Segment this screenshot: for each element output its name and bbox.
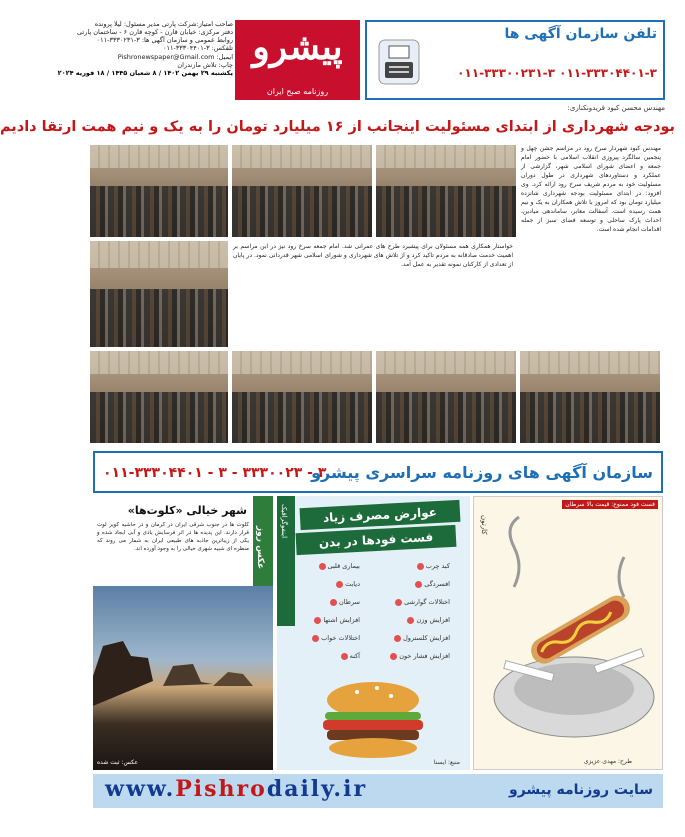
ad-banner-title: سازمان آگهی های روزنامه سراسری پیشرو <box>311 463 653 482</box>
effect-item: سرطان <box>330 598 360 606</box>
logo-subtitle: روزنامه صبح ایران <box>266 87 329 96</box>
photo-of-day-strip: عکس روز <box>253 496 273 770</box>
fax-icon <box>375 36 423 88</box>
website-label: سایت روزنامه پیشرو <box>509 782 653 798</box>
infographic-title-2: فست فودها در بدن <box>296 525 457 555</box>
logo-text: پیشرو <box>252 26 343 68</box>
article-photo <box>519 350 661 444</box>
article-photo <box>231 350 373 444</box>
effect-item: اختلالات خواب <box>312 634 360 642</box>
article-text-right: مهندس کبود شهردار سرخ رود در مراسم جشن چهل و پنجمین سالگرد پیروزی انقلاب اسلامی با حضور امام جمعه و اعضای شورای اسلامی شهر، گزارشی از عملکرد و دستاوردهای شهرداری در طول دوران مسئولیت خود به مردم شریف سرخ رود ارائه کرد. وی افزود: در ابتدای مسئولیت بودجه شهرداری شانزده میلیارد تومان بود که امروز با تلاش همکاران به یک و نیم همت رسیده است. آسفالت معابر، ساماندهی میادین، احداث پارک ساحلی و توسعه فضای سبز از جمله اقدامات انجام شده است. <box>521 145 661 233</box>
info-fax-line: تلفکس: ۳-۳۳۳۰۴۴۰۱-۰۱۱ <box>162 44 233 53</box>
effect-item: اختلالات گوارشی <box>395 598 450 606</box>
logo <box>235 20 360 100</box>
ad-phone-numbers: ۰۱۱-۳۳۳۰۰۲۳۱-۳ ۰۱۱-۳۳۳۰۴۴۰۱-۳ <box>457 66 657 80</box>
article-photo <box>89 144 229 238</box>
effect-item: افزایش وزن <box>407 616 450 624</box>
article-byline: مهندس محسن کبود فریدونکناری: <box>567 104 665 112</box>
effect-item: کبد چرب <box>417 562 450 570</box>
effect-item: افسردگی <box>415 580 450 588</box>
effect-item: بیماری قلبی <box>319 562 360 570</box>
burger-illustration <box>317 678 429 762</box>
effect-item: افزایش فشار خون <box>390 652 450 660</box>
photo-of-day-panel <box>93 496 273 770</box>
cartoon-panel <box>473 496 663 770</box>
photo-of-day-text: کلوت ها در جنوب شرقی ایران در کرمان و در حاشیه کویر لوت قرار دارند. این پدیده ها در اثر فرسایش بادی و آبی ایجاد شده و یکی از زیباترین جاذبه های طبیعی ایران به شمار می روند که منظره ای شبیه شهری خیالی را به وجود آورده اند. <box>97 522 249 552</box>
info-printing: چاپ: تلاش مازندران <box>177 60 233 69</box>
hotdog-cigarette-cartoon <box>484 517 654 757</box>
article-text-left: خواستار همکاری همه مسئولان برای پیشبرد طرح های عمرانی شد. امام جمعه سرخ رود نیز در این مراسم بر اهمیت خدمت صادقانه به مردم تاکید کرد و از تلاش های شهرداری و شورای اسلامی شهر قدردانی نمود. در پایان از تعدادی از کارکنان نمونه تقدیر به عمل آمد. <box>233 243 513 268</box>
article-photo <box>89 350 229 444</box>
infographic-strip: اینفوگرافیک <box>277 496 295 626</box>
ad-banner <box>93 451 663 493</box>
effect-item: افزایش اشتها <box>314 616 360 624</box>
info-address: دفتر مرکزی: خیابان قارن - کوچه قارن ۶ - ساختمان پارتی <box>77 28 233 37</box>
article-photo <box>375 144 517 238</box>
infographic-title-1: عوارض مصرف زیاد <box>300 500 461 530</box>
article-photo <box>375 350 517 444</box>
article-photo <box>89 240 229 348</box>
footer-banner <box>93 774 663 808</box>
info-publisher: صاحب امتیاز:شرکت پارتی مدیر مسئول: لیلا پرونده <box>94 20 233 28</box>
ad-phone-title: تلفن سازمان آگهی ها <box>504 26 657 42</box>
effect-item: افزایش کلسترول <box>394 634 450 642</box>
effect-item: دیابت <box>336 580 360 588</box>
publication-info <box>57 20 233 100</box>
kaluts-photo <box>93 586 273 770</box>
infographic-credit: منبع: ایسنا <box>433 759 460 766</box>
article-headline: بودجه شهرداری از ابتدای مسئولیت اینجانب از ۱۶ میلیارد تومان را به یک و نیم همت ارتقا دادیم <box>0 119 675 135</box>
photo-of-day-title: شهر خیالی «کلوت‌ها» <box>127 504 247 517</box>
info-date: یکشنبه ۲۹ بهمن ۱۴۰۲ / ۸ شعبان ۱۴۴۵ / ۱۸ فوریه ۲۰۲۴ <box>57 68 233 77</box>
ad-banner-numbers: ۰۱۱-۳۳۳۰۴۴۰۱ - ۳ - ۳۳۳۰۰۲۳ - ۳ <box>103 465 327 481</box>
photo-of-day-credit: عکس: ثبت شده <box>97 759 139 766</box>
cartoon-tag: فست فود ممنوع: قیمت بالا سرطان <box>562 500 658 509</box>
effect-item: آکنه <box>341 652 360 660</box>
website-url[interactable]: www.Pishrodaily.ir <box>105 776 368 802</box>
info-email: ایمیل: Pishronewspaper@Gmail.com <box>117 52 233 61</box>
info-ads-line: روابط عمومی و سازمان آگهی ها: ۳-۳۳۳۰۲۳۱-۰۱۱ <box>96 36 233 45</box>
article-photo <box>231 144 373 238</box>
fastfood-infographic <box>277 496 470 770</box>
cartoon-credit: طرح: مهدی عزیزی <box>583 758 632 765</box>
cartoon-side-label: کارتون <box>480 515 488 535</box>
ad-phone-box <box>365 20 665 100</box>
